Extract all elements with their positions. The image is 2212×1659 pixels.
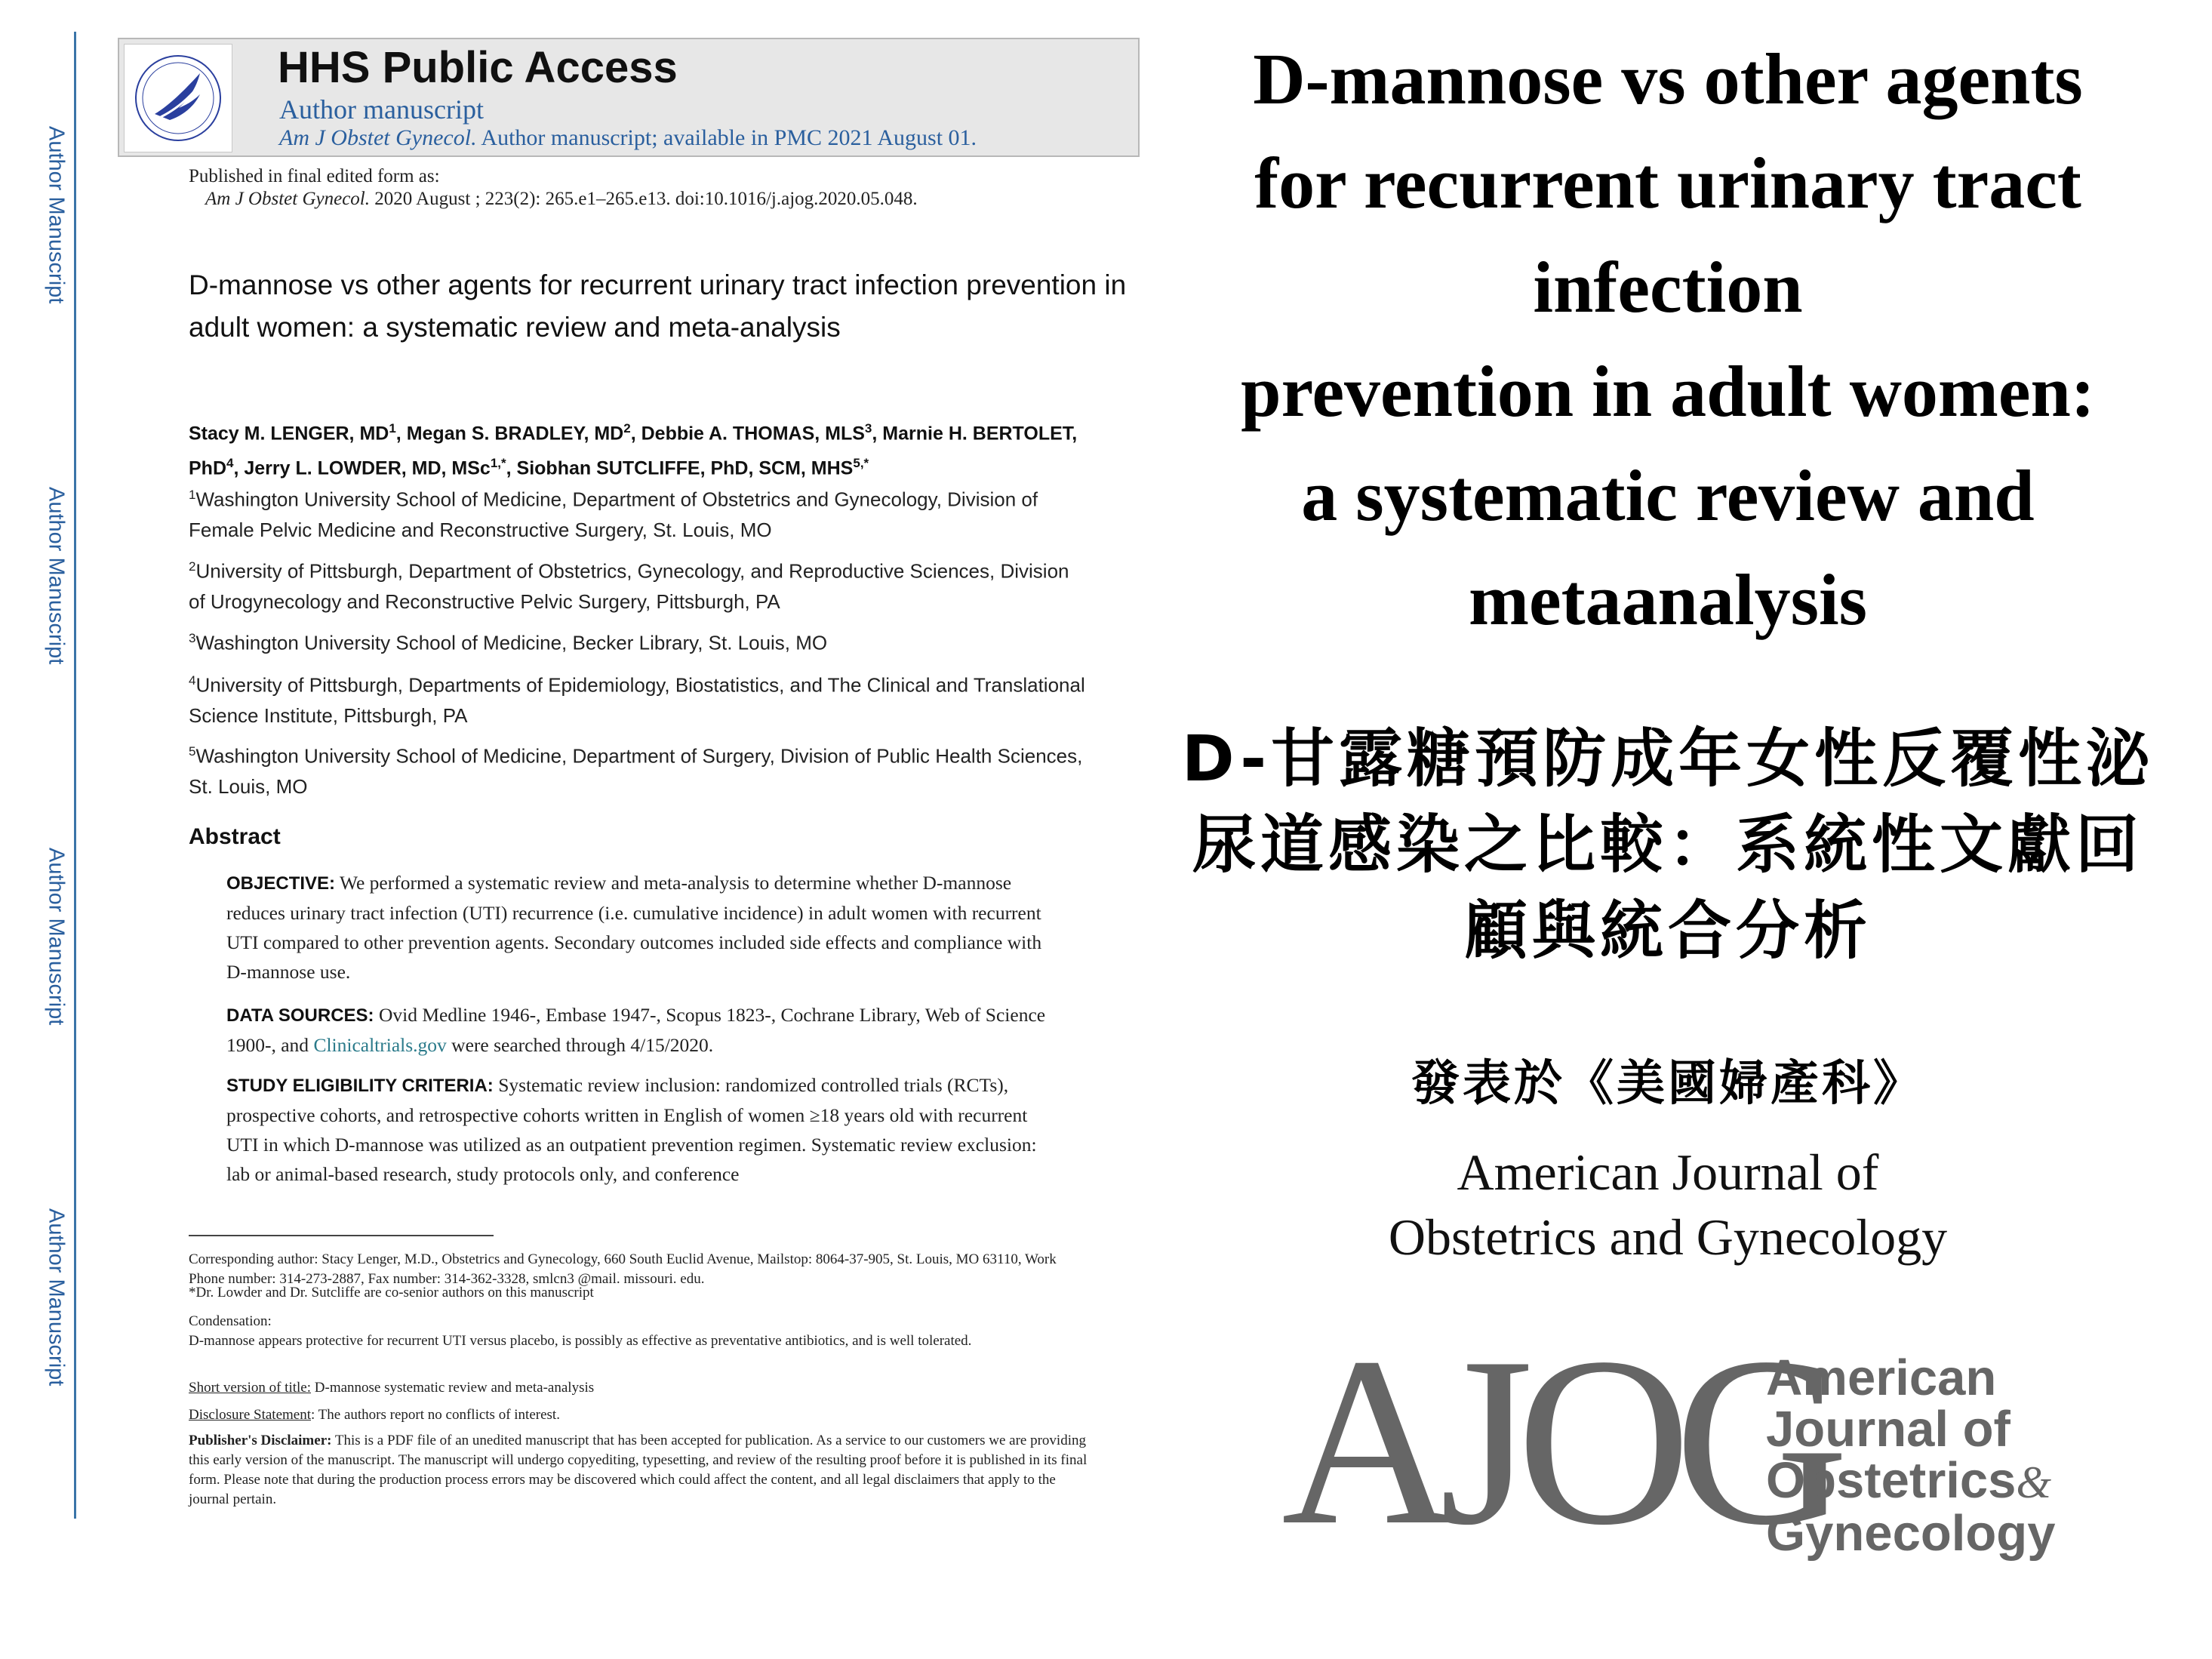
author: Megan S. BRADLEY, MD: [406, 423, 624, 445]
affiliation-4: $^4$University of Pittsburgh, Departments of Epidemiology, Biostatistics, and The Clinical and Translational Science Institute, Pittsburgh, PA: [189, 673, 1085, 727]
hhs-eagle-logo-icon: [124, 44, 232, 152]
hhs-header: [118, 38, 1140, 157]
chinese-published-in: 發表於《美國婦產科》: [1411, 1056, 1924, 1112]
footnote-condensation-label: Condensation:: [189, 1313, 272, 1329]
affiliation-3: $^3$Washington University School of Medicine, Becker Library, St. Louis, MO: [189, 631, 828, 654]
author: Debbie A. THOMAS, MLS: [641, 423, 865, 445]
paper-title: D-mannose vs other agents for recurrent urinary tract infection prevention in adult women: a systematic review and meta-analysis: [189, 269, 1127, 343]
slide-title: D-mannose vs other agents for recurrent urinary tract infection prevention in adult women: a systematic review and metaanalysis: [1241, 38, 2095, 640]
hhs-subtitle: Author manuscript: [279, 94, 484, 125]
affiliation-5: $^5$Washington University School of Medicine, Department of Surgery, Division of Public Health Sciences, St. Louis, MO: [189, 744, 1083, 798]
chinese-title: D-甘露糖預防成年女性反覆性泌 尿道感染之比較：系統性文獻回 顧與統合分析: [1181, 722, 2155, 968]
abstract-eligibility: STUDY ELIGIBILITY CRITERIA: Systematic review inclusion: randomized controlled trials (RCTs), prospective cohorts, and retrospective cohorts written in English of women ≥18 years old with recurrent UTI in which D-mannose was utilized as an outpatient prevention regimen. Systematic review exclusion: lab or animal-based research, study protocols only, and conference: [226, 1074, 1037, 1185]
published-label: Published in final edited form as:: [189, 166, 440, 186]
author: Jerry L. LOWDER, MD, MSc: [244, 457, 491, 479]
footnote-divider: [189, 1235, 494, 1236]
hhs-availability: Am J Obstet Gynecol. Author manuscript; available in PMC 2021 August 01.: [279, 125, 977, 150]
author-list: Stacy M. LENGER, $MD^1$, Megan S. BRADLEY, $MD^2$, Debbie A. THOMAS, MLS$^3$, Marnie H. BERTOLET, PhD$^4$, Jerry L. LOWDER, MD, MSc$^{1,*}$, Siobhan SUTCLIFFE, PhD, SCM, $MHS^{5,*}$: [189, 421, 1078, 479]
ajog-logo-text: American Journal of Obstetrics& Gynecology: [1766, 1350, 2056, 1562]
affiliation-2: $^2$University of Pittsburgh, Department of Obstetrics, Gynecology, and Reproductive Sciences, Division of Urogynecology and Reconstructive Pelvic Surgery, Pittsburgh, PA: [189, 559, 1069, 613]
side-label-4: Author Manuscript: [44, 1208, 69, 1387]
ajog-logo-letters: AJOG: [1281, 1308, 1832, 1575]
author: Stacy M. LENGER, MD: [189, 423, 389, 445]
side-label-1: Author Manuscript: [44, 126, 69, 304]
author: Marnie H. BERTOLET, PhD: [189, 423, 1078, 479]
clinicaltrials-link[interactable]: Clinicaltrials.gov: [313, 1034, 447, 1056]
footnote-condensation: D-mannose appears protective for recurrent UTI versus placebo, is possibly as effective as preventative antibiotics, and is well tolerated.: [189, 1333, 972, 1349]
footnote-disclosure: Disclosure Statement: The authors report no conflicts of interest.: [189, 1407, 560, 1423]
footnote-cosenior: *Dr. Lowder and Dr. Sutcliffe are co-senior authors on this manuscript: [189, 1285, 594, 1300]
footnote-disclaimer: Publisher's Disclaimer: This is a PDF file of an unedited manuscript that has been accepted for publication. As a service to our customers we are providing this early version of the manuscript. The manuscript will undergo copyediting, typesetting, and review of the resulting proof before it is published in its final form. Please note that during the production process errors may be discovered which could affect the content, and all legal disclaimers that apply to the journal pertain.: [189, 1433, 1088, 1507]
abstract-data-sources: DATA SOURCES: Ovid Medline 1946-, Embase 1947-, Scopus 1823-, Cochrane Library, Web of Science 1900-, and Clinicaltrials.gov were searched through 4/15/2020.: [226, 1004, 1046, 1056]
author: Siobhan SUTCLIFFE, PhD, SCM, MHS: [516, 457, 854, 479]
footnote-corresponding: Corresponding author: Stacy Lenger, M.D., Obstetrics and Gynecology, 660 South Euclid Avenue, Mailstop: 8064-37-905, St. Louis, MO 63110, Work Phone number: 314-273-2887, Fax number: 314-362-3328, smlcn3 @mail. missouri. edu.: [189, 1251, 1057, 1287]
affiliation-1: $^1$Washington University School of Medicine, Department of Obstetrics and Gynecology, Division of Female Pelvic Medicine and Reconstructive Surgery, St. Louis, MO: [189, 488, 1038, 541]
hhs-title: HHS Public Access: [278, 43, 678, 92]
abstract-objective: OBJECTIVE: We performed a systematic review and meta-analysis to determine whether D-mannose reduces urinary tract infection (UTI) recurrence (i.e. cumulative incidence) in adult women with recurrent UTI compared to other prevention agents. Secondary outcomes included side effects and compliance with D-mannose use.: [226, 872, 1042, 983]
published-citation: Am J Obstet Gynecol. 2020 August ; 223(2): 265.e1–265.e13. doi:10.1016/j.ajog.2020.05.048.: [205, 189, 918, 209]
side-label-3: Author Manuscript: [44, 848, 69, 1026]
abstract-heading: Abstract: [189, 824, 281, 849]
margin-rule: [74, 32, 76, 1519]
side-label-2: Author Manuscript: [44, 487, 69, 665]
journal-name: American Journal of Obstetrics and Gynecology: [1388, 1143, 1948, 1266]
footnote-short-title: Short version of title: D-mannose systematic review and meta-analysis: [189, 1380, 595, 1396]
